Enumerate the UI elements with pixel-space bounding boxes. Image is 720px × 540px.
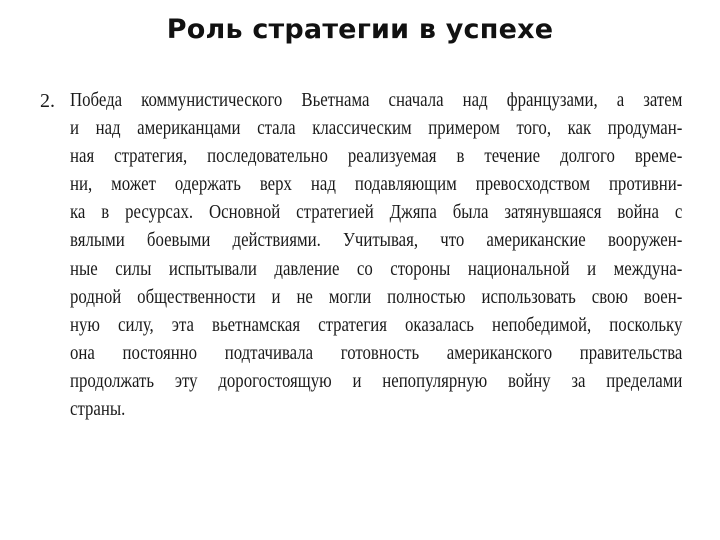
paragraph-line: ная стратегия, последовательно реализуемая в течение долгого време- — [70, 145, 683, 168]
paragraph-line: ка в ресурсах. Основной стратегией Джяпа была затянувшаяся война с — [70, 201, 683, 224]
paragraph-line: ную силу, эта вьетнамская стратегия оказалась непобедимой, поскольку — [70, 313, 683, 336]
paragraph-line: продолжать эту дорогостоящую и непопулярную войну за пределами — [70, 369, 683, 392]
paragraph-line: ные силы испытывали давление со стороны национальной и междуна- — [70, 257, 683, 280]
slide-title: Роль стратегии в успехе — [166, 14, 554, 45]
paragraph-line: Победа коммунистического Вьетнама сначала над французами, а затем — [70, 89, 683, 111]
list-item-number: 2. — [40, 90, 55, 112]
paragraph-line: вялыми боевыми действиями. Учитывая, что американские вооружен- — [70, 229, 683, 252]
paragraph-line: она постоянно подтачивала готовность американского правительства — [70, 341, 683, 364]
paragraph-line: и над американцами стала классическим примером того, как продуман- — [70, 117, 683, 140]
paragraph-line: родной общественности и не могли полностью использовать свою воен- — [70, 285, 683, 308]
paragraph-line: ни, может одержать верх над подавляющим превосходством противни- — [70, 173, 683, 196]
paragraph-line: страны. — [70, 398, 126, 421]
body-paragraph — [70, 90, 682, 427]
